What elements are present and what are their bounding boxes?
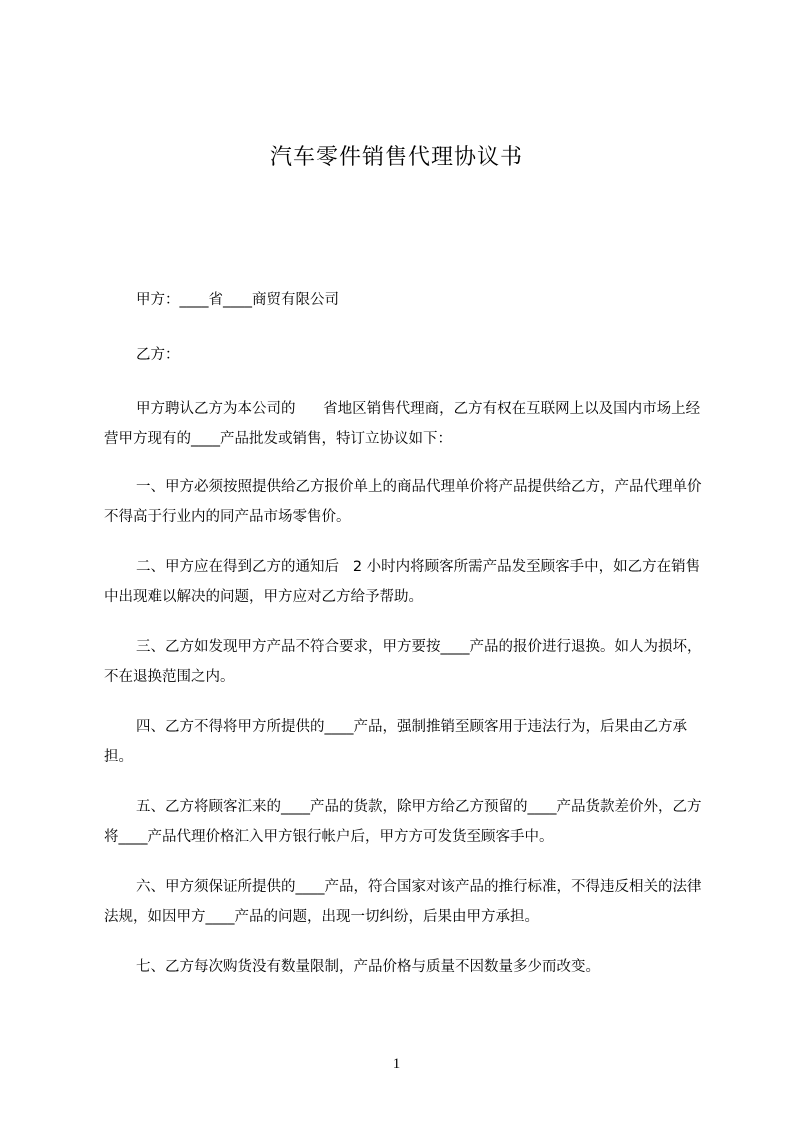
clause-6: 六、甲方须保证所提供的____产品，符合国家对该产品的推行标准，不得违反相关的法律法规，如因甲方____产品的问题，出现一切纠纷，后果由甲方承担。 bbox=[104, 879, 702, 925]
clause-5: 五、乙方将顾客汇来的____产品的货款，除甲方给乙方预留的____产品货款差价外，乙方将____产品代理价格汇入甲方银行帐户后，甲方方可发货至顾客手中。 bbox=[104, 799, 702, 845]
page-number: 1 bbox=[392, 1056, 401, 1072]
clause-4: 四、乙方不得将甲方所提供的____产品，强制推销至顾客用于违法行为，后果由乙方承担。 bbox=[104, 719, 687, 765]
party-b-line: 乙方： bbox=[136, 347, 180, 363]
clause-2: 二、甲方应在得到乙方的通知后 2 小时内将顾客所需产品发至顾客手中，如乙方在销售中出现难以解决的问题，甲方应对乙方给予帮助。 bbox=[104, 559, 701, 605]
document-title: 汽车零件销售代理协议书 bbox=[269, 145, 523, 170]
party-a-line: 甲方：____省____商贸有限公司 bbox=[136, 292, 339, 308]
intro-paragraph: 甲方聘认乙方为本公司的 省地区销售代理商，乙方有权在互联网上以及国内市场上经营甲方现有的____产品批发或销售，特订立协议如下： bbox=[104, 401, 701, 447]
clause-7: 七、乙方每次购货没有数量限制，产品价格与质量不因数量多少而改变。 bbox=[136, 959, 600, 975]
clause-3: 三、乙方如发现甲方产品不符合要求，甲方要按____产品的报价进行退换。如人为损坏，不在退换范围之内。 bbox=[104, 639, 702, 685]
clause-1: 一、甲方必须按照提供给乙方报价单上的商品代理单价将产品提供给乙方，产品代理单价不得高于行业内的同产品市场零售价。 bbox=[104, 479, 702, 525]
